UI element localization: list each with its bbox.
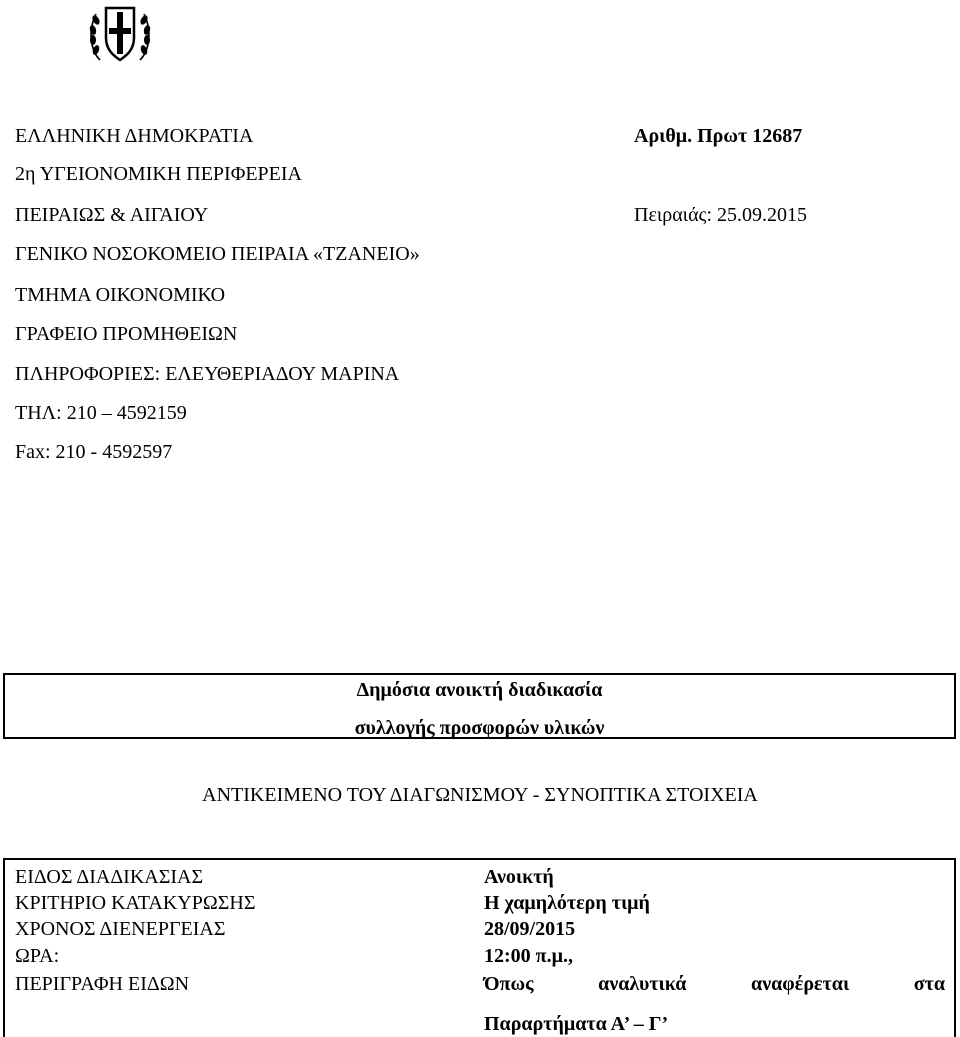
country-name: ΕΛΛΗΝΙΚΗ ΔΗΜΟΚΡΑΤΙΑ — [15, 125, 254, 147]
procedure-title-line1: Δημόσια ανοικτή διαδικασία — [356, 679, 603, 701]
subject-heading: ΑΝΤΙΚΕΙΜΕΝΟ ΤΟΥ ΔΙΑΓΩΝΙΣΜΟΥ - ΣΥΝΟΠΤΙΚΑ ΣΤΟΙΧΕΙΑ — [202, 784, 758, 806]
summary-value-description-line1: Όπως αναλυτικά αναφέρεται στα — [484, 973, 945, 995]
phone-number: ΤΗΛ: 210 – 4592159 — [15, 402, 187, 424]
summary-label-award-criterion: ΚΡΙΤΗΡΙΟ ΚΑΤΑΚΥΡΩΣΗΣ — [15, 892, 256, 914]
protocol-number: Αριθμ. Πρωτ 12687 — [634, 125, 803, 147]
summary-value-time: 12:00 π.μ., — [484, 945, 573, 967]
summary-value-description-line2: Παραρτήματα Α’ – Γ’ — [484, 1013, 669, 1035]
summary-label-description: ΠΕΡΙΓΡΑΦΗ ΕΙΔΩΝ — [15, 973, 190, 995]
contact-info: ΠΛΗΡΟΦΟΡΙΕΣ: ΕΛΕΥΘΕΡΙΑΔΟΥ ΜΑΡΙΝΑ — [15, 363, 400, 385]
health-region: 2η ΥΓΕΙΟΝΟΜΙΚΗ ΠΕΡΙΦΕΡΕΙΑ — [15, 163, 302, 185]
fax-number: Fax: 210 - 4592597 — [15, 441, 173, 463]
greek-emblem-logo — [86, 0, 154, 68]
health-region-area: ΠΕΙΡΑΙΩΣ & ΑΙΓΑΙΟΥ — [15, 204, 209, 226]
hospital-name: ΓΕΝΙΚΟ ΝΟΣΟΚΟΜΕΙΟ ΠΕΙΡΑΙΑ «ΤΖΑΝΕΙΟ» — [15, 243, 420, 265]
procedure-title-line2: συλλογής προσφορών υλικών — [354, 717, 605, 739]
summary-value-procedure-type: Ανοικτή — [484, 866, 554, 888]
department-name: ΤΜΗΜΑ ΟΙΚΟΝΟΜΙΚΟ — [15, 284, 226, 306]
summary-value-date: 28/09/2015 — [484, 918, 576, 940]
office-name: ΓΡΑΦΕΙΟ ΠΡΟΜΗΘΕΙΩΝ — [15, 323, 238, 345]
summary-label-date: ΧΡΟΝΟΣ ΔΙΕΝΕΡΓΕΙΑΣ — [15, 918, 226, 940]
summary-label-time: ΩΡΑ: — [15, 945, 60, 967]
summary-label-procedure-type: ΕΙΔΟΣ ΔΙΑΔΙΚΑΣΙΑΣ — [15, 866, 204, 888]
summary-value-award-criterion: Η χαμηλότερη τιμή — [484, 892, 650, 914]
place-date: Πειραιάς: 25.09.2015 — [634, 204, 808, 226]
procedure-title-box — [3, 673, 956, 739]
